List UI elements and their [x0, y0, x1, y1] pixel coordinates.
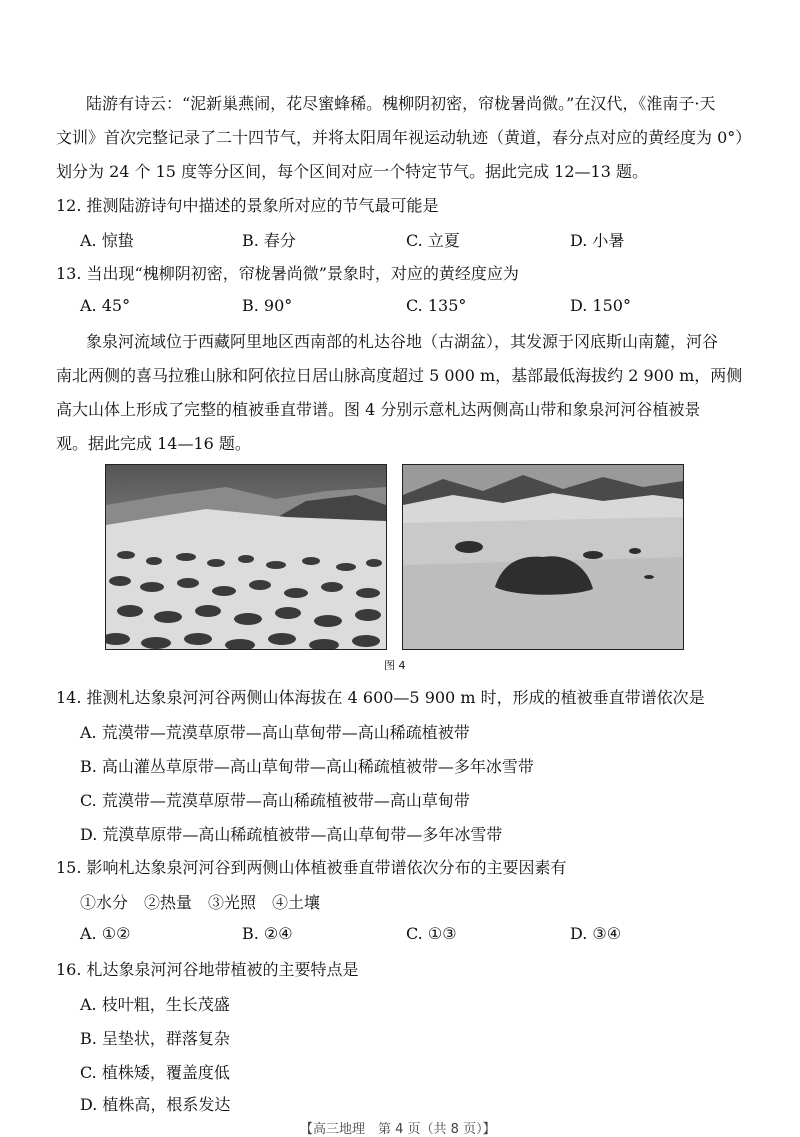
q14-option-c[interactable]: C. 荒漠带—荒漠草原带—高山稀疏植被带—高山草甸带 — [80, 791, 470, 810]
q15-option-a[interactable]: A. ①② — [80, 924, 131, 943]
intro1-line-1: 陆游有诗云：“泥新巢燕闹，花尽蜜蜂稀。槐柳阴初密，帘栊暑尚微。”在汉代，《淮南子·天 — [86, 94, 716, 113]
alpine-cushion-plants-image — [106, 465, 386, 649]
question-12-stem: 12. 推测陆游诗句中描述的景象所对应的节气最可能是 — [56, 196, 439, 215]
question-15-options — [80, 924, 720, 948]
q15-option-c[interactable]: C. ①③ — [406, 924, 457, 943]
q12-option-c[interactable]: C. 立夏 — [406, 231, 460, 250]
intro2-line-4: 观。据此完成 14—16 题。 — [56, 434, 251, 453]
question-14-stem: 14. 推测札达象泉河河谷两侧山体海拔在 4 600—5 900 m 时，形成的植被垂直带谱依次是 — [56, 688, 705, 707]
intro2-line-1: 象泉河流域位于西藏阿里地区西南部的札达谷地（古湖盆），其发源于冈底斯山南麓，河谷 — [86, 332, 719, 351]
photo-alpine-vegetation — [105, 464, 387, 650]
question-12-options — [80, 228, 720, 252]
question-16-stem: 16. 札达象泉河河谷地带植被的主要特点是 — [56, 960, 359, 979]
q14-option-b[interactable]: B. 高山灌丛草原带—高山草甸带—高山稀疏植被带—多年冰雪带 — [80, 757, 534, 776]
question-13-options — [80, 296, 720, 320]
q16-option-b[interactable]: B. 呈垫状，群落复杂 — [80, 1029, 230, 1048]
q12-option-b[interactable]: B. 春分 — [242, 231, 296, 250]
q12-option-a[interactable]: A. 惊蛰 — [80, 231, 134, 250]
q12-option-d[interactable]: D. 小暑 — [570, 231, 625, 250]
intro1-line-3: 划分为 24 个 15 度等分区间，每个区间对应一个特定节气。据此完成 12—13 题。 — [56, 162, 648, 181]
photo-valley-desert-shrub — [402, 464, 684, 650]
intro2-line-3: 高大山体上形成了完整的植被垂直带谱。图 4 分别示意札达两侧高山带和象泉河河谷植被景 — [56, 400, 701, 419]
q13-option-a[interactable]: A. 45° — [80, 296, 131, 315]
q16-option-d[interactable]: D. 植株高，根系发达 — [80, 1095, 231, 1114]
question-13-stem: 13. 当出现“槐柳阴初密，帘栊暑尚微”景象时，对应的黄经度应为 — [56, 264, 519, 283]
q13-option-c[interactable]: C. 135° — [406, 296, 467, 315]
q14-option-d[interactable]: D. 荒漠草原带—高山稀疏植被带—高山草甸带—多年冰雪带 — [80, 825, 503, 844]
desert-shrub-image — [403, 465, 683, 649]
page-footer: 【高三地理 第 4 页（共 8 页）】 — [300, 1122, 496, 1137]
q15-option-d[interactable]: D. ③④ — [570, 924, 622, 943]
intro2-line-2: 南北两侧的喜马拉雅山脉和阿依拉日居山脉高度超过 5 000 m，基部最低海拔约 2 900 m，两侧 — [56, 366, 743, 385]
intro1-line-2: 文训》首次完整记录了二十四节气，并将太阳周年视运动轨迹（黄道，春分点对应的黄经度为 0°） — [56, 128, 752, 147]
question-15-stem: 15. 影响札达象泉河河谷到两侧山体植被垂直带谱依次分布的主要因素有 — [56, 858, 567, 877]
q16-option-c[interactable]: C. 植株矮，覆盖度低 — [80, 1063, 230, 1082]
q13-option-b[interactable]: B. 90° — [242, 296, 293, 315]
q14-option-a[interactable]: A. 荒漠带—荒漠草原带—高山草甸带—高山稀疏植被带 — [80, 723, 470, 742]
q13-option-d[interactable]: D. 150° — [570, 296, 631, 315]
q15-option-b[interactable]: B. ②④ — [242, 924, 293, 943]
q15-factors: ①水分 ②热量 ③光照 ④土壤 — [80, 893, 321, 912]
figure-caption: 图 4 — [384, 659, 406, 672]
q16-option-a[interactable]: A. 枝叶粗，生长茂盛 — [80, 995, 230, 1014]
